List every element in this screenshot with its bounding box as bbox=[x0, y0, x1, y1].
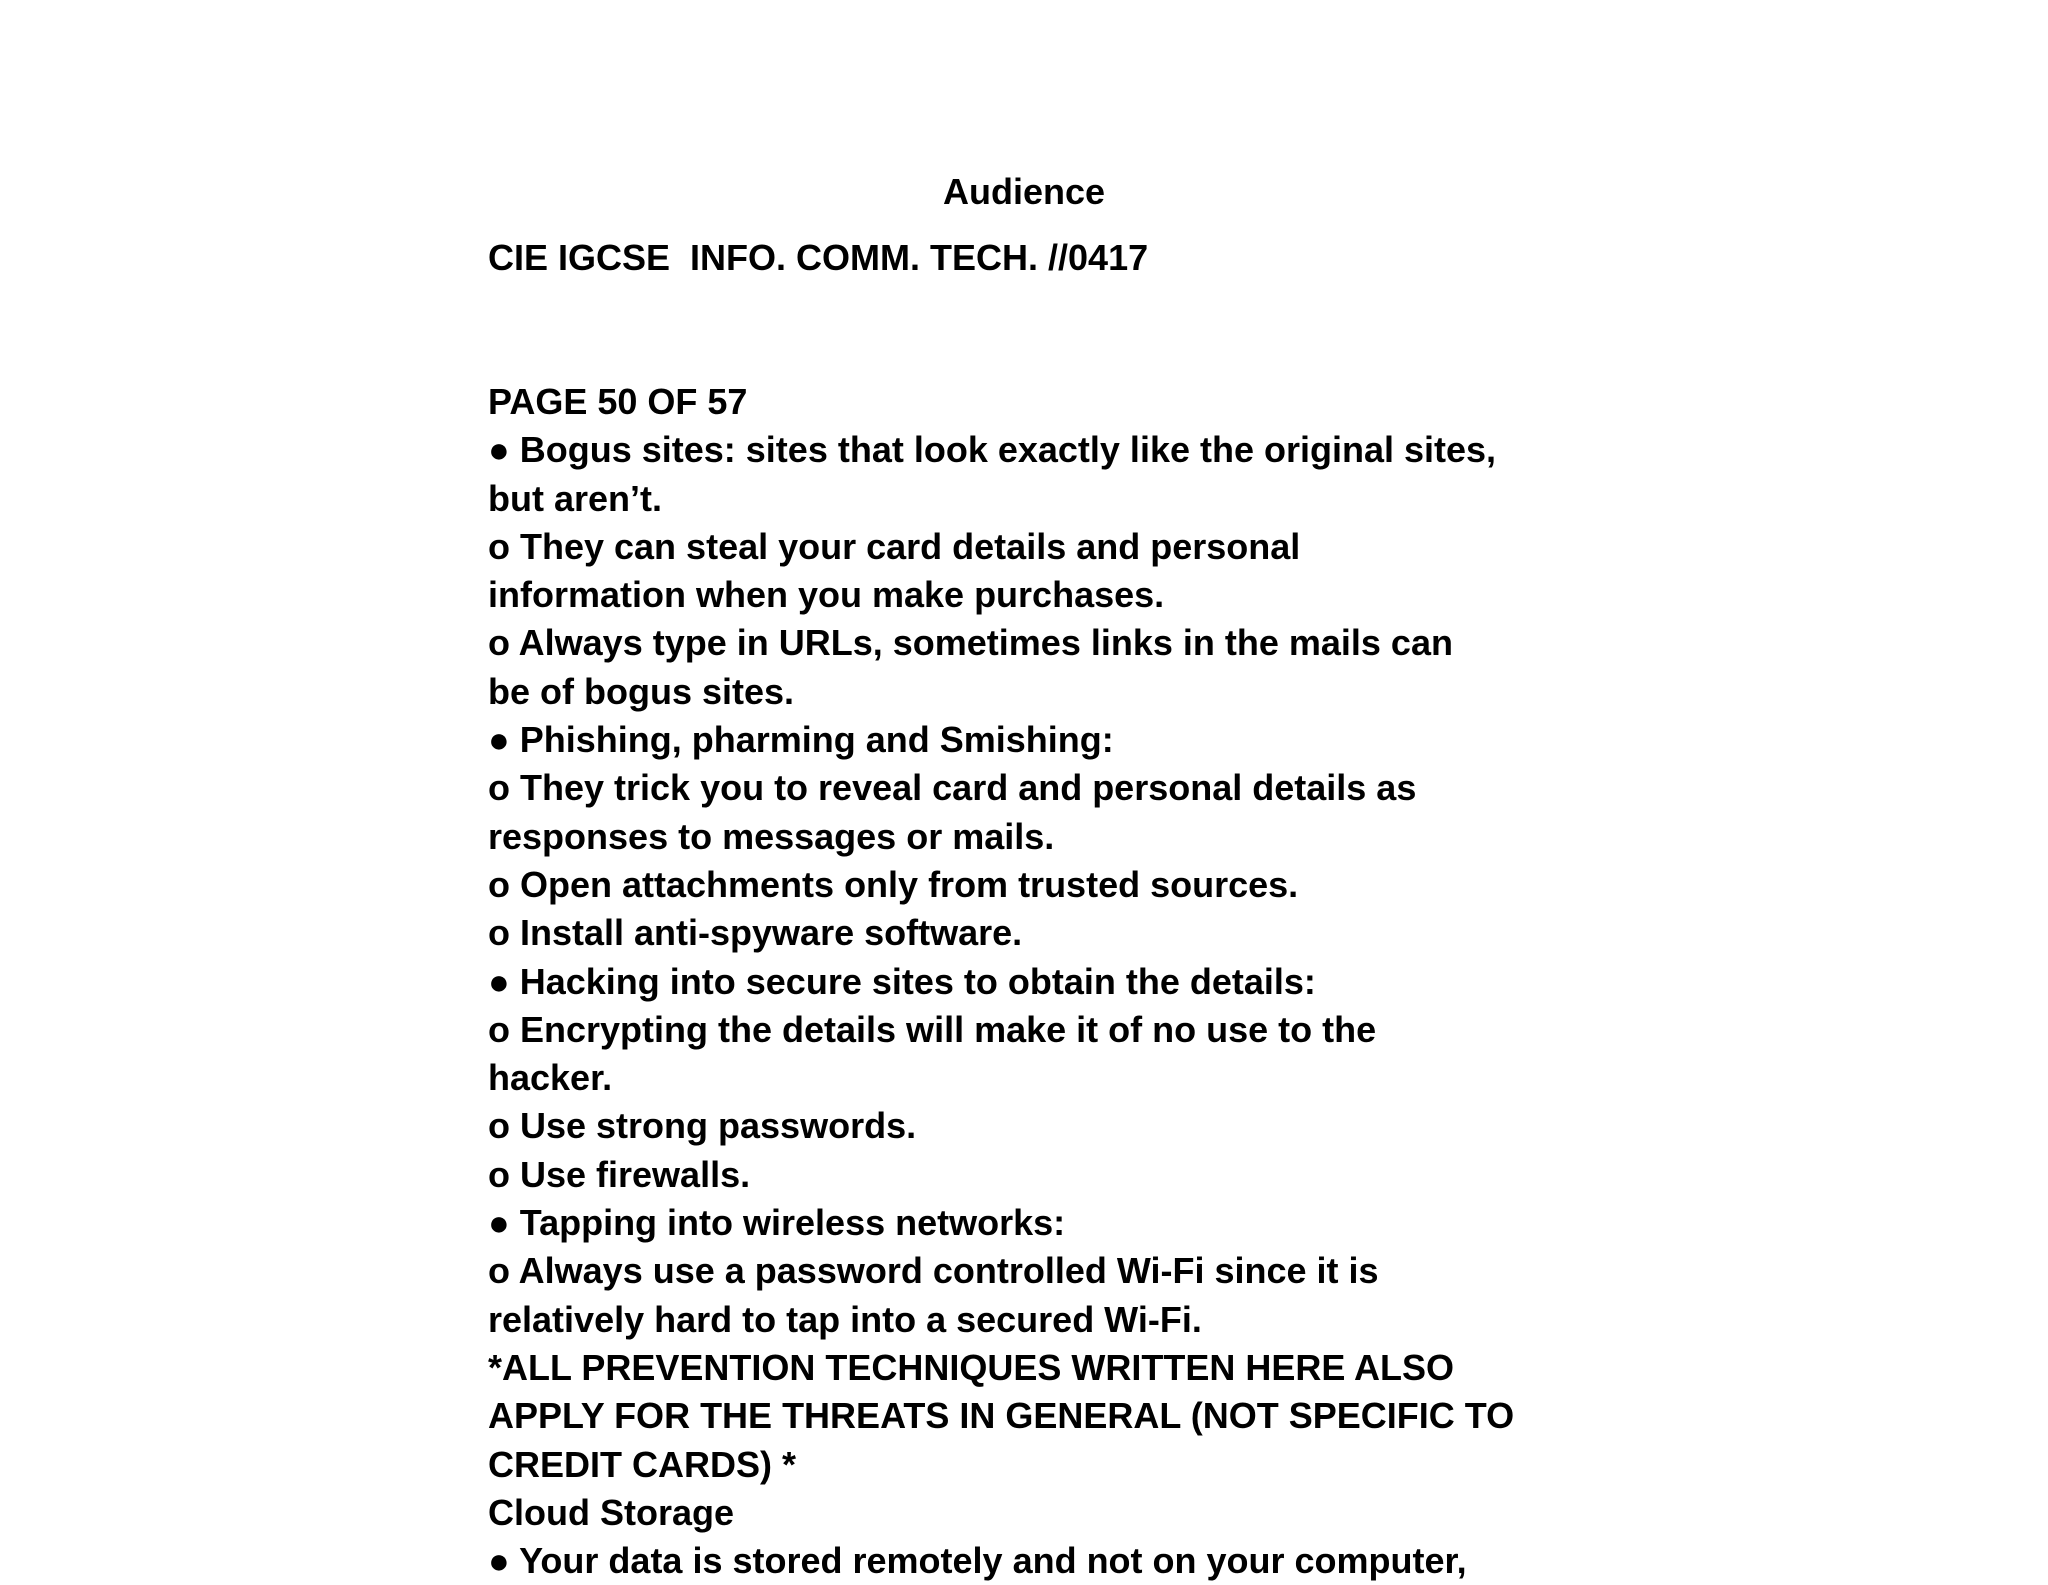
section-heading: Cloud Storage bbox=[488, 1491, 735, 1533]
text-line: ● Your data is stored remotely and not on your computer, bbox=[488, 1540, 1467, 1582]
text-line: o They trick you to reveal card and personal details as bbox=[488, 767, 1417, 809]
text-line: ● Phishing, pharming and Smishing: bbox=[488, 719, 1114, 761]
text-line: CREDIT CARDS) * bbox=[488, 1443, 797, 1485]
text-line: o Open attachments only from trusted sources. bbox=[488, 863, 1299, 905]
text-line: o Use firewalls. bbox=[488, 1153, 751, 1195]
text-line: o Always type in URLs, sometimes links in the mails can bbox=[488, 622, 1453, 664]
text-line: responses to messages or mails. bbox=[488, 815, 1055, 857]
text-line: APPLY FOR THE THREATS IN GENERAL (NOT SPECIFIC TO bbox=[488, 1395, 1515, 1437]
course-line: CIE IGCSE INFO. COMM. TECH. //0417 bbox=[488, 237, 1149, 278]
text-line: ● Bogus sites: sites that look exactly like the original sites, bbox=[488, 429, 1497, 471]
text-line: o Encrypting the details will make it of no use to the bbox=[488, 1008, 1377, 1050]
text-line: *ALL PREVENTION TECHNIQUES WRITTEN HERE ALSO bbox=[488, 1346, 1455, 1388]
page-heading: Audience bbox=[942, 171, 1106, 212]
text-line: ● Hacking into secure sites to obtain the details: bbox=[488, 960, 1316, 1002]
text-line: o Use strong passwords. bbox=[488, 1105, 917, 1147]
text-line: ● Tapping into wireless networks: bbox=[488, 1202, 1066, 1244]
text-line: o Install anti-spyware software. bbox=[488, 912, 1023, 954]
text-line: but aren’t. bbox=[488, 477, 663, 519]
page-number-line: PAGE 50 OF 57 bbox=[488, 381, 748, 422]
text-line: information when you make purchases. bbox=[488, 574, 1165, 616]
text-line: hacker. bbox=[488, 1057, 613, 1099]
document-body bbox=[488, 378, 1515, 1585]
text-line: be of bogus sites. bbox=[488, 670, 795, 712]
text-line: o Always use a password controlled Wi-Fi since it is bbox=[488, 1250, 1379, 1292]
text-line: o They can steal your card details and personal bbox=[488, 525, 1301, 567]
text-line: relatively hard to tap into a secured Wi-Fi. bbox=[488, 1298, 1202, 1340]
